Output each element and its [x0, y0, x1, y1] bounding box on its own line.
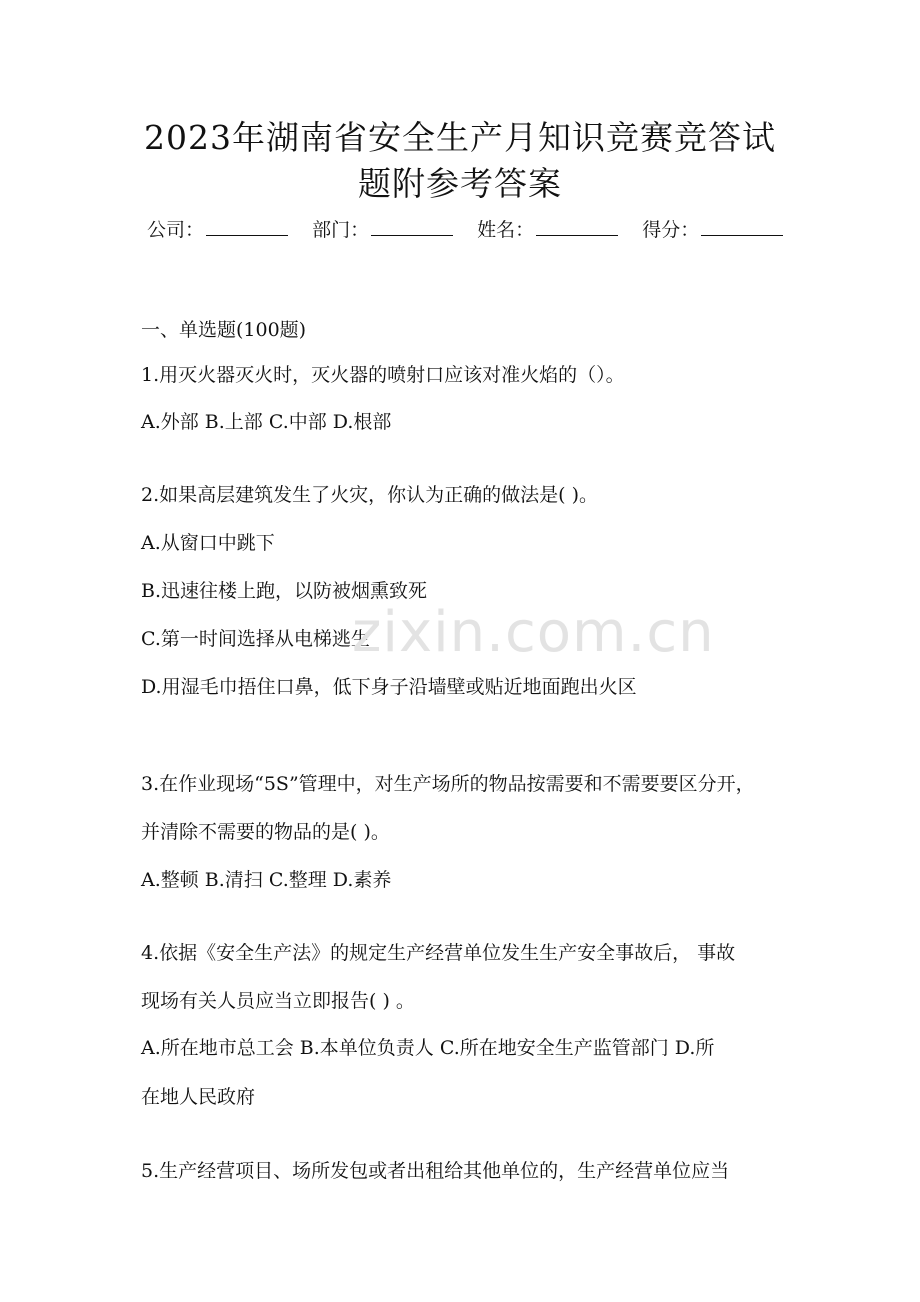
question-5-stem: 5.生产经营项目、场所发包或者出租给其他单位的，生产经营单位应当: [141, 1160, 730, 1182]
score-blank: [701, 214, 783, 236]
company-field: [147, 214, 288, 245]
question-4-stem-line-2: 现场有关人员应当立即报告( ) 。: [141, 990, 415, 1012]
question-2-option-d: D.用湿毛巾捂住口鼻，低下身子沿墙壁或贴近地面跑出火区: [141, 676, 637, 698]
department-field: [312, 214, 453, 245]
company-blank: [206, 214, 288, 236]
score-label: 得分：: [642, 219, 700, 241]
question-3-options: A.整顿 B.清扫 C.整理 D.素养: [141, 869, 392, 891]
question-2-option-a: A.从窗口中跳下: [141, 532, 275, 554]
name-blank: [536, 214, 618, 236]
info-row: [147, 214, 801, 245]
department-blank: [371, 214, 453, 236]
question-4-stem-line-1: 4.依据《安全生产法》的规定生产经营单位发生生产安全事故后， 事故: [141, 942, 736, 964]
score-field: [642, 214, 783, 245]
question-2-option-b: B.迅速往楼上跑，以防被烟熏致死: [141, 580, 428, 602]
question-2-stem: 2.如果高层建筑发生了火灾，你认为正确的做法是( )。: [141, 484, 598, 506]
question-1-options: A.外部 B.上部 C.中部 D.根部: [141, 411, 392, 433]
question-3-stem-line-1: 3.在作业现场“5S”管理中，对生产场所的物品按需要和不需要要区分开，: [141, 773, 755, 795]
company-label: 公司：: [147, 219, 205, 241]
document-title-line-1: 2023年湖南省安全生产月知识竞赛竞答试: [144, 118, 776, 157]
document-title-line-2: 题附参考答案: [358, 164, 562, 203]
name-field: [477, 214, 618, 245]
department-label: 部门：: [312, 219, 370, 241]
section-heading: 一、单选题(100题): [141, 319, 307, 341]
name-label: 姓名：: [477, 219, 535, 241]
question-4-options-line-2: 在地人民政府: [141, 1086, 256, 1108]
question-2-option-c: C.第一时间选择从电梯逃生: [141, 628, 370, 650]
question-1-stem: 1.用灭火器灭火时，灭火器的喷射口应该对准火焰的（）。: [141, 364, 625, 386]
question-3-stem-line-2: 并清除不需要的物品的是( )。: [141, 821, 390, 843]
watermark: zixin.com.cn: [352, 600, 715, 665]
question-4-options-line-1: A.所在地市总工会 B.本单位负责人 C.所在地安全生产监管部门 D.所: [141, 1037, 715, 1059]
